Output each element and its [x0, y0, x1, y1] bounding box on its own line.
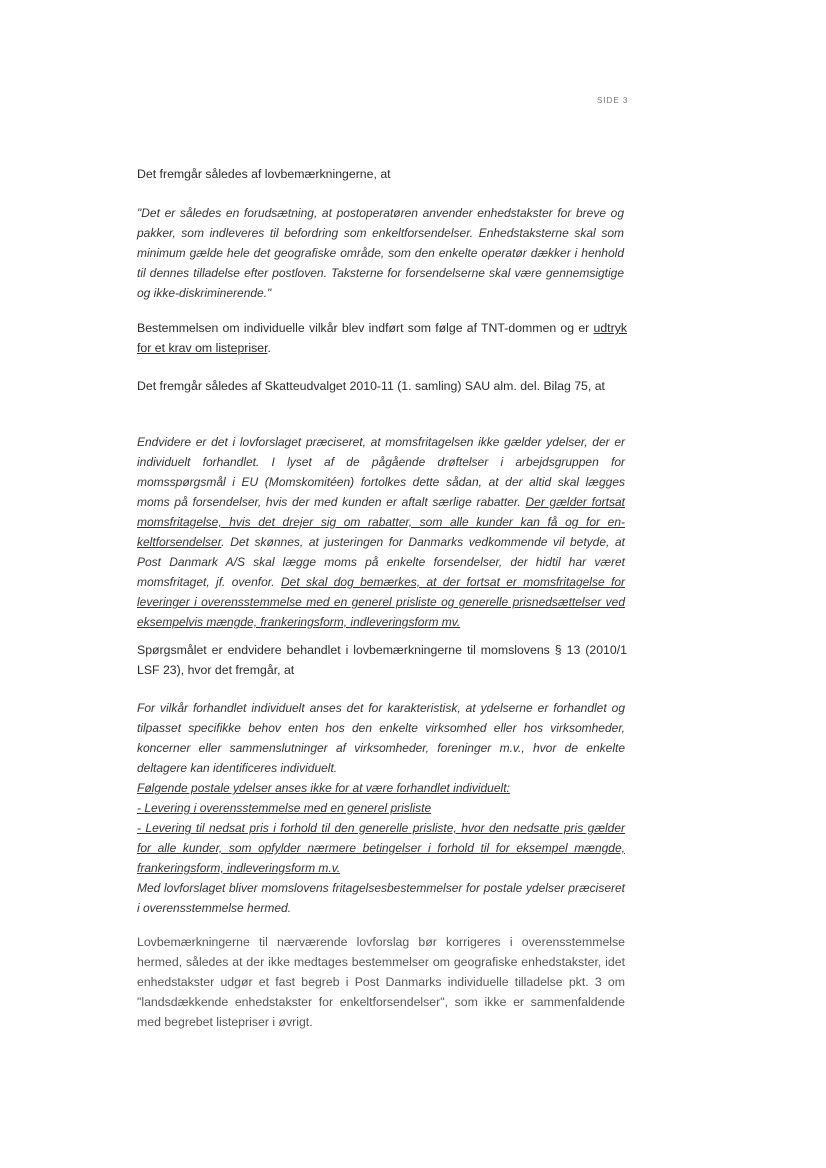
underlined-listepriser: udtryk for et krav om listepriser	[137, 321, 627, 355]
quote-momsloven-intro: For vilkår forhandlet individuelt anses det for karakteristisk, at ydelserne er forhandlet og tilpasset specifikke behov enten hos den enkelte virksomhed eller hos virksomheder, koncerner eller sammenslutninger af virksomheder, foreninger m.v., hvor de enkelte deltagere kan identificeres individuelt.	[137, 701, 625, 775]
quote-momsloven-heading: Følgende postale ydelser anses ikke for at være forhandlet individuelt:	[137, 781, 510, 795]
quote-momsloven-bullet-1: - Levering i overensstemmelse med en generel prisliste	[137, 801, 432, 815]
paragraph-skatteudvalget: Det fremgår således af Skatteudvalget 2010-11 (1. samling) SAU alm. del. Bilag 75, at	[137, 379, 605, 393]
quote-momsloven-closing: Med lovforslaget bliver momslovens fritagelsesbestemmelser for postale ydelser præciseret i overensstemmelse hermed.	[137, 881, 625, 915]
quote-momsloven	[137, 698, 625, 918]
paragraph-tnt-end: .	[267, 341, 271, 355]
quote-skatteudvalget-a: Endvidere er det i lovforslaget præciseret, at momsfritagelsen ikke gælder ydelser, der er individuelt forhandlet. I lyset af de pågående drøftelser i arbejdsgruppen for momsspørgsmål i EU (Momskomitéen) fortolkes dette sådan, at der altid skal lægges moms på forsendelser, hvis der med kunden er aftalt særlige rabatter.	[137, 435, 625, 509]
quote-skatteudvalget-c: . Det skønnes, at justeringen for Danmarks vedkommende vil betyde, at Post Danmark A/S skal lægge moms på enkelte forsendelser, der hidtil har været momsfritaget, jf. ovenfor.	[137, 535, 625, 589]
quote-skatteudvalget	[137, 432, 625, 632]
intro-paragraph: Det fremgår således af lovbemærkningerne, at	[137, 167, 391, 181]
page-number: SIDE 3	[597, 96, 629, 105]
quote-underlined-rabatter: Der gælder fortsat momsfritagelse, hvis det drejer sig om rabatter, som alle kunder kan få og for en-keltforsendelser	[137, 495, 625, 549]
quote-lovbemaerkninger: "Det er således en forudsætning, at postoperatøren anvender enhedstakster for breve og pakker, som indleveres til befordring som enkeltforsendelser. Enhedstaksterne skal som minimum gælde hele det geografiske område, som den enkelte operatør dækker i henhold til dennes tilladelse efter postloven. Taksterne for forsendelserne skal være gennemsigtige og ikke-diskriminerende."	[137, 206, 624, 300]
quote-underlined-prisliste: Det skal dog bemærkes, at der fortsat er momsfritagelse for leveringer i overensstemmelse med en generel prisliste og generelle prisnedsættelser ved eksempelvis mængde, frankeringsform, indleveringsform mv.	[137, 575, 626, 629]
paragraph-momsloven: Spørgsmålet er endvidere behandlet i lovbemærkningerne til momslovens § 13 (2010/1 LSF 23), hvor det fremgår, at	[137, 643, 627, 677]
quote-momsloven-bullet-2: - Levering til nedsat pris i forhold til den generelle prisliste, hvor den nedsatte pris gælder for alle kunder, som opfylder nærmere betingelser i forhold til for eksempel mængde, frankeringsform, indleveringsform m.v.	[137, 821, 625, 875]
paragraph-tnt-text: Bestemmelsen om individuelle vilkår blev indført som følge af TNT-dommen og er	[137, 321, 594, 335]
paragraph-conclusion: Lovbemærkningerne til nærværende lovforslag bør korrigeres i overensstemmelse hermed, således at der ikke medtages bestemmelser om geografiske enhedstakster, idet enhedstakster udgør et fast begreb i Post Danmarks individuelle tilladelse pkt. 3 om "landsdækkende enhedstakster for enkeltforsendelser", som ikke er sammenfaldende med begrebet listepriser i øvrigt.	[137, 935, 625, 1029]
paragraph-tnt	[137, 318, 627, 358]
